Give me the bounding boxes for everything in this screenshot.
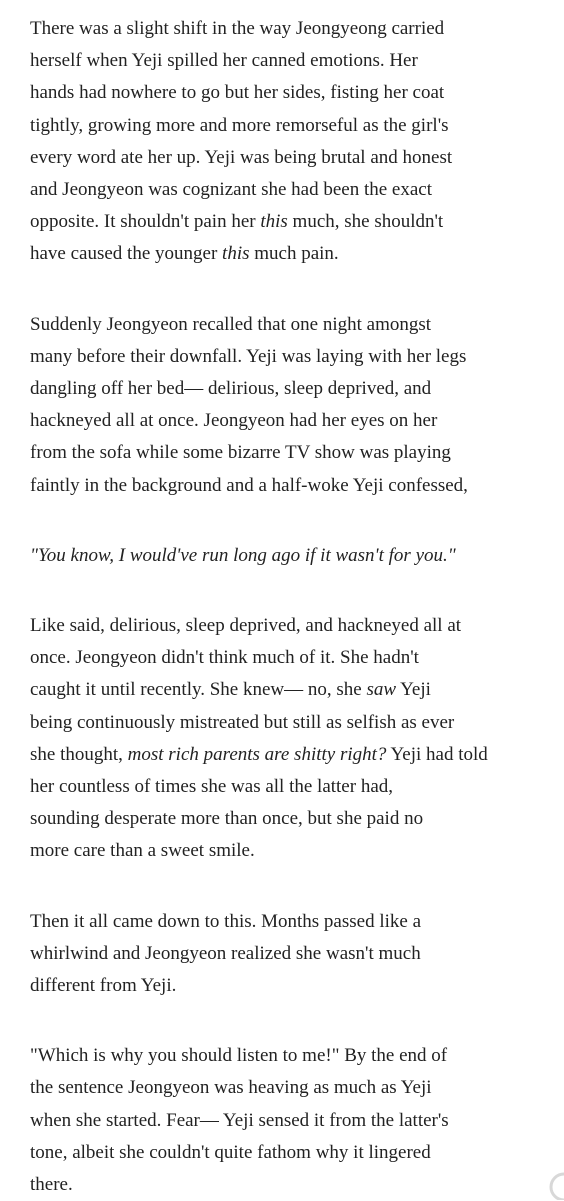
text-line [30, 674, 544, 706]
text-line: whirlwind and Jeongyeon realized she wasn't much [30, 942, 421, 964]
text-line: herself when Yeji spilled her canned emotions. Her [30, 50, 418, 72]
text-line: her countless of times she was all the latter had, [30, 776, 394, 798]
paragraph [30, 13, 544, 271]
paragraph [30, 309, 544, 502]
text-line: different from Yeji. [30, 975, 177, 997]
text-line [30, 739, 544, 771]
text-line: being continuously mistreated but still as selfish as ever [30, 711, 455, 733]
curl-icon [542, 1166, 564, 1200]
italic-segment: this [222, 243, 250, 265]
text-segment: much, she shouldn't [287, 211, 444, 233]
text-line: hackneyed all at once. Jeongyeon had her eyes on her [30, 410, 438, 432]
text-line: dangling off her bed— delirious, sleep deprived, and [30, 378, 432, 400]
quote-paragraph [30, 540, 544, 572]
text-line: "Which is why you should listen to me!" By the end of [30, 1045, 448, 1067]
text-segment: have caused the younger [30, 243, 223, 265]
text-line: Suddenly Jeongyeon recalled that one night amongst [30, 313, 432, 335]
text-line: many before their downfall. Yeji was laying with her legs [30, 345, 467, 367]
text-line: "You know, I would've run long ago if it wasn't for you." [30, 544, 456, 566]
text-line: more care than a sweet smile. [30, 840, 255, 862]
text-segment: she thought, [30, 743, 128, 765]
italic-segment: this [260, 211, 288, 233]
text-line [30, 238, 544, 270]
text-line: once. Jeongyeon didn't think much of it. She hadn't [30, 647, 419, 669]
text-line: faintly in the background and a half-woke Yeji confessed, [30, 474, 468, 496]
text-line: and Jeongyeon was cognizant she had been the exact [30, 179, 433, 201]
text-line: every word ate her up. Yeji was being brutal and honest [30, 146, 453, 168]
text-segment: caught it until recently. She knew— no, she [30, 679, 367, 701]
text-line: tone, albeit she couldn't quite fathom why it lingered [30, 1141, 431, 1163]
italic-segment: saw [366, 679, 397, 701]
text-segment: much pain. [249, 243, 339, 265]
paragraph [30, 1040, 544, 1201]
text-line: Then it all came down to this. Months passed like a [30, 910, 422, 932]
text-segment: Yeji had told [386, 743, 488, 765]
text-line: the sentence Jeongyeon was heaving as much as Yeji [30, 1077, 432, 1099]
text-line: sounding desperate more than once, but she paid no [30, 808, 424, 830]
text-line [30, 206, 544, 238]
text-line: Like said, delirious, sleep deprived, and hackneyed all at [30, 615, 462, 637]
text-line: from the sofa while some bizarre TV show was playing [30, 442, 451, 464]
text-line: when she started. Fear— Yeji sensed it from the latter's [30, 1109, 449, 1131]
paragraph [30, 610, 544, 868]
text-segment: Yeji [396, 679, 431, 701]
text-line: hands had nowhere to go but her sides, fisting her coat [30, 82, 445, 104]
story-text [30, 13, 544, 1201]
text-line: There was a slight shift in the way Jeongyeong carried [30, 18, 445, 39]
paragraph [30, 906, 544, 1003]
italic-segment: most rich parents are shitty right? [127, 743, 387, 765]
text-line: tightly, growing more and more remorseful as the girl's [30, 114, 449, 136]
text-segment: opposite. It shouldn't pain her [30, 211, 261, 233]
text-line: there. [30, 1174, 73, 1196]
